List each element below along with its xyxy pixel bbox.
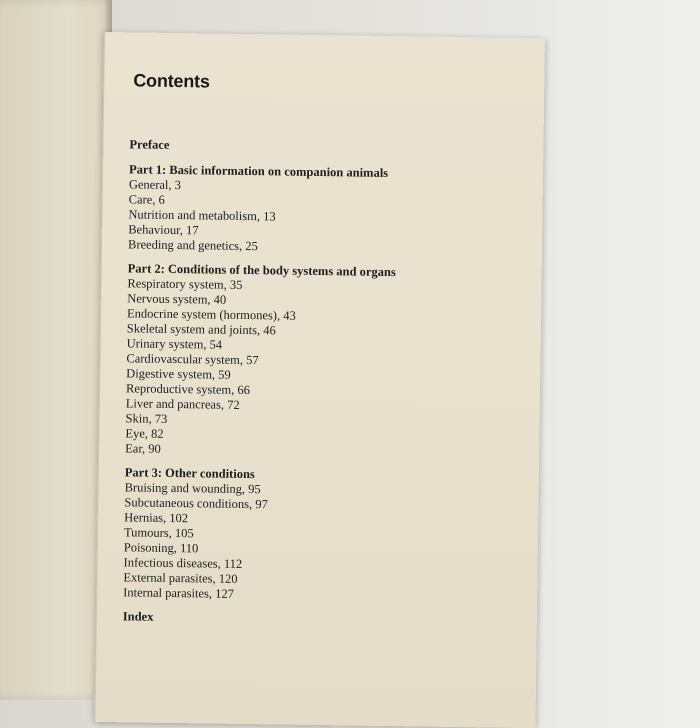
toc-entry: Internal parasites, 127: [123, 585, 234, 601]
toc-entry: Care, 6: [128, 192, 165, 207]
toc-entry: Respiratory system, 35: [127, 276, 243, 292]
toc-entry: Eye, 82: [125, 426, 164, 441]
toc-entry: Endocrine system (hormones), 43: [126, 306, 296, 323]
toc-entry: Skin, 73: [125, 411, 168, 426]
toc-entry: Tumours, 105: [123, 525, 194, 541]
preface-heading: Preface: [129, 137, 170, 152]
toc-entry: Reproductive system, 66: [125, 381, 251, 398]
toc-entry: Skeletal system and joints, 46: [126, 321, 276, 338]
index-heading: Index: [122, 609, 154, 624]
part-heading: Part 2: Conditions of the body systems and organs: [127, 261, 396, 280]
part-3-section: [123, 465, 519, 605]
toc-entry: Cardiovascular system, 57: [126, 351, 259, 368]
toc-entry: Urinary system, 54: [126, 336, 223, 352]
toc-entry: Subcutaneous conditions, 97: [124, 495, 268, 512]
part-heading: Part 3: Other conditions: [124, 465, 255, 482]
part-heading: Part 1: Basic information on companion animals: [128, 162, 389, 180]
page-title: Contents: [133, 70, 210, 92]
toc-entry: Breeding and genetics, 25: [127, 237, 258, 254]
toc-entry: Ear, 90: [125, 441, 161, 456]
contents-body: [123, 70, 525, 629]
part-1-section: [128, 162, 523, 257]
contents-page: [94, 32, 545, 728]
toc-entry: General, 3: [128, 177, 182, 193]
toc-entry: Liver and pancreas, 72: [125, 396, 240, 412]
toc-entry: Nutrition and metabolism, 13: [128, 207, 276, 224]
toc-entry: External parasites, 120: [123, 570, 238, 586]
toc-entry: Infectious diseases, 112: [123, 555, 243, 571]
part-2-section: [125, 261, 522, 461]
toc-entry: Nervous system, 40: [127, 291, 227, 307]
toc-entry: Bruising and wounding, 95: [124, 480, 261, 497]
toc-entry: Behaviour, 17: [128, 222, 199, 238]
toc-entry: Digestive system, 59: [126, 366, 231, 382]
toc-entry: Hernias, 102: [124, 510, 189, 526]
toc-entry: Poisoning, 110: [123, 540, 199, 556]
